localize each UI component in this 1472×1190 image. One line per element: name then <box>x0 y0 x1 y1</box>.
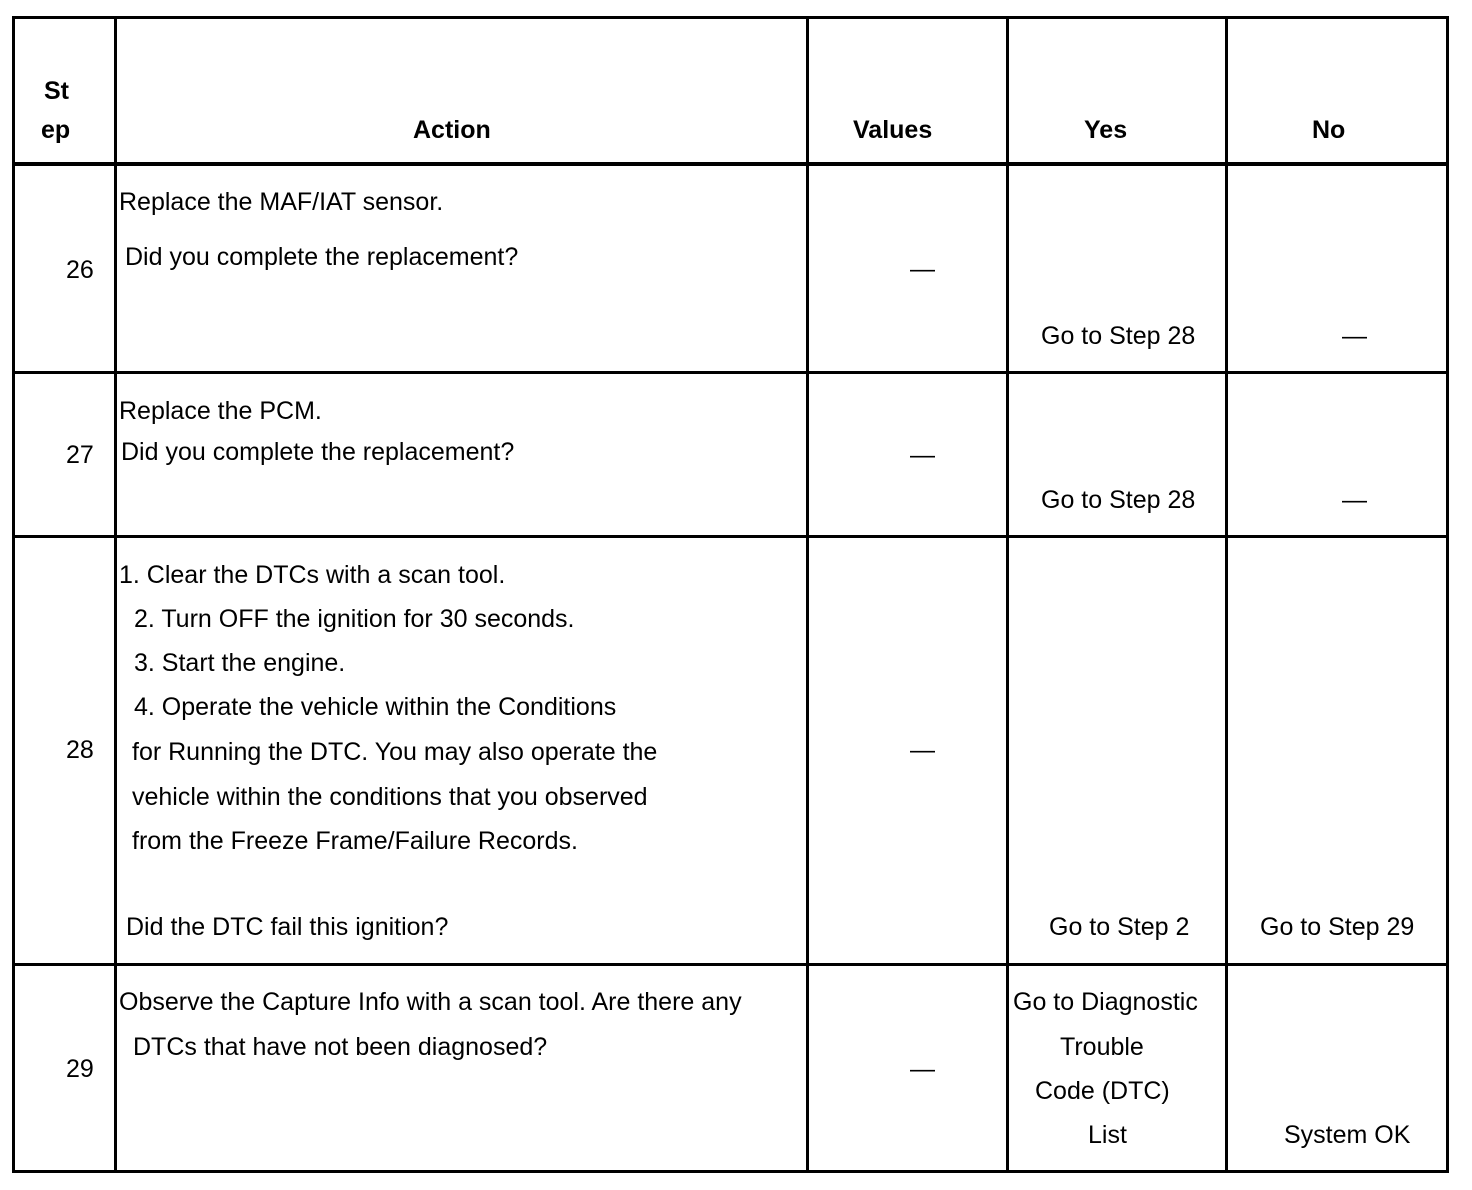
action-text: Did you complete the replacement? <box>125 243 519 271</box>
values-dash: — <box>910 441 935 469</box>
action-text: 2. Turn OFF the ignition for 30 seconds. <box>134 605 575 633</box>
no-action: System OK <box>1284 1121 1411 1149</box>
yes-action: Go to Step 2 <box>1049 913 1190 941</box>
action-text: Replace the MAF/IAT sensor. <box>119 188 444 216</box>
action-text: Observe the Capture Info with a scan tool. Are there any <box>119 988 742 1016</box>
no-dash: — <box>1342 322 1367 350</box>
no-dash: — <box>1342 486 1367 514</box>
row-divider <box>12 371 1449 374</box>
yes-action: List <box>1088 1121 1127 1149</box>
header-yes: Yes <box>1084 116 1128 144</box>
action-text: Did you complete the replacement? <box>121 438 515 466</box>
header-step-line1: St <box>44 77 69 105</box>
table-border-bottom <box>12 1170 1449 1173</box>
table-border-top <box>12 16 1449 19</box>
no-action: Go to Step 29 <box>1260 913 1415 941</box>
table-border-left <box>12 16 15 1173</box>
action-text: for Running the DTC. You may also operate the <box>132 738 658 766</box>
table-border-right <box>1446 16 1449 1173</box>
action-text: 4. Operate the vehicle within the Conditions <box>134 693 617 721</box>
header-step-line2: ep <box>41 116 71 144</box>
column-divider <box>114 16 117 1173</box>
step-number: 28 <box>66 736 94 764</box>
action-text: 3. Start the engine. <box>134 649 346 677</box>
column-divider <box>1225 16 1228 1173</box>
action-text: vehicle within the conditions that you observed <box>132 783 648 811</box>
values-dash: — <box>910 736 935 764</box>
action-text: DTCs that have not been diagnosed? <box>133 1033 548 1061</box>
header-divider <box>12 162 1449 166</box>
yes-action: Go to Step 28 <box>1041 486 1196 514</box>
action-text: Did the DTC fail this ignition? <box>126 913 449 941</box>
header-no: No <box>1312 116 1346 144</box>
yes-action: Go to Diagnostic <box>1013 988 1198 1016</box>
yes-action: Code (DTC) <box>1035 1077 1170 1105</box>
column-divider <box>1006 16 1009 1173</box>
header-action: Action <box>413 116 491 144</box>
yes-action: Go to Step 28 <box>1041 322 1196 350</box>
row-divider <box>12 535 1449 538</box>
yes-action: Trouble <box>1060 1033 1144 1061</box>
column-divider <box>806 16 809 1173</box>
step-number: 29 <box>66 1055 94 1083</box>
values-dash: — <box>910 255 935 283</box>
action-text: Replace the PCM. <box>119 397 322 425</box>
action-text: from the Freeze Frame/Failure Records. <box>132 827 578 855</box>
header-values: Values <box>853 116 933 144</box>
action-text: 1. Clear the DTCs with a scan tool. <box>119 561 506 589</box>
values-dash: — <box>910 1055 935 1083</box>
step-number: 27 <box>66 441 94 469</box>
row-divider <box>12 963 1449 966</box>
step-number: 26 <box>66 256 94 284</box>
